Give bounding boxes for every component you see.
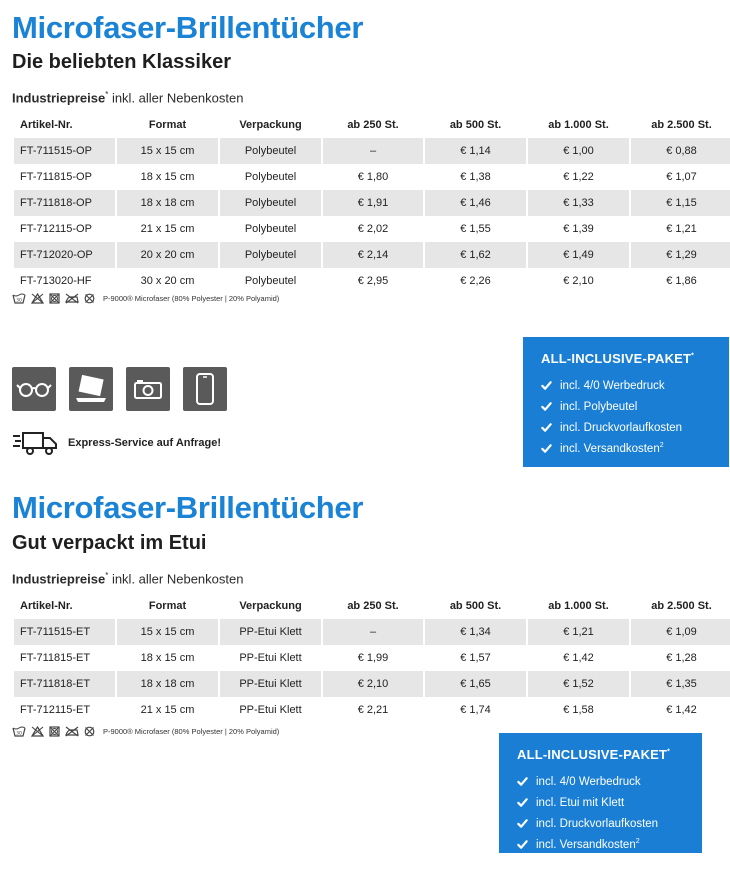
table-cell: FT-711815-OP (20, 170, 92, 183)
table-row (14, 268, 730, 294)
section-etui (0, 480, 730, 874)
feature-icons (12, 367, 227, 411)
table-cell: € 1,15 (631, 190, 730, 216)
svg-text:30: 30 (16, 731, 22, 737)
table-cell: 18 x 15 cm (140, 651, 195, 664)
column-header: Verpackung (239, 119, 302, 131)
column-header: ab 1.000 St. (548, 119, 609, 131)
no-iron-icon (65, 293, 79, 304)
package-list (517, 771, 684, 855)
table-cell: € 0,88 (631, 138, 730, 164)
table-row (14, 216, 730, 242)
table-row (14, 619, 730, 645)
table-cell: FT-711818-OP (14, 190, 115, 216)
column-header: ab 250 St. (347, 119, 399, 131)
table-cell: 21 x 15 cm (140, 703, 195, 716)
table-cell: € 1,34 (425, 619, 526, 645)
package-item-text: incl. 4/0 Werbedruck (536, 775, 641, 788)
glasses-icon (12, 367, 56, 411)
no-bleach-icon (31, 726, 44, 737)
price-table (12, 112, 730, 294)
table-cell: FT-712020-OP (14, 242, 115, 268)
table-row (14, 671, 730, 697)
column-header: Format (148, 119, 187, 131)
table-cell: € 2,14 (323, 242, 423, 268)
package-title-text: ALL-INCLUSIVE-PAKET (517, 747, 668, 762)
package-item (541, 417, 711, 438)
package-item (541, 375, 711, 396)
column-header: ab 2.500 St. (651, 119, 712, 131)
care-symbols (12, 293, 279, 304)
table-cell: € 1,65 (425, 671, 526, 697)
all-inclusive-package (523, 337, 729, 467)
all-inclusive-package-2 (499, 733, 702, 853)
table-cell: € 2,21 (357, 703, 389, 716)
table-cell: Polybeutel (220, 138, 321, 164)
table-header-row (14, 112, 730, 138)
checkmark-icon (541, 422, 552, 433)
no-tumble-dry-icon (49, 293, 60, 304)
express-service (12, 430, 221, 456)
laptop-icon (69, 367, 113, 411)
column-header: ab 500 St. (449, 119, 502, 131)
no-bleach-icon (31, 293, 44, 304)
table-cell: Polybeutel (244, 170, 297, 183)
material-info: P-9000® Microfaser (80% Polyester | 20% Polyamid) (103, 294, 280, 303)
table-cell: € 1,33 (528, 190, 629, 216)
table-cell: € 1,09 (631, 619, 730, 645)
checkmark-icon (541, 443, 552, 454)
page-subtitle: Die beliebten Klassiker (12, 51, 231, 73)
table-cell: € 1,07 (666, 170, 697, 183)
table-cell: € 1,74 (460, 703, 491, 716)
material-info: P-9000® Microfaser (80% Polyester | 20% Polyamid) (103, 727, 280, 736)
column-header: ab 250 St. (347, 600, 399, 612)
table-cell: FT-711815-ET (20, 651, 91, 664)
table-row (14, 242, 730, 268)
table-cell: 18 x 18 cm (117, 190, 218, 216)
price-heading-footnote: * (105, 571, 109, 580)
table-row (14, 645, 730, 671)
table-row (14, 190, 730, 216)
no-dry-clean-icon (84, 726, 95, 737)
truck-icon (12, 430, 58, 456)
page-title: Microfaser-Brillentücher (12, 10, 364, 45)
table-row (14, 697, 730, 723)
table-cell: – (323, 619, 423, 645)
column-header: Artikel-Nr. (20, 119, 73, 131)
table-cell: € 1,29 (631, 242, 730, 268)
table-cell: € 1,42 (563, 651, 594, 664)
table-cell: FT-711818-ET (14, 671, 115, 697)
table-cell: € 1,62 (425, 242, 526, 268)
table-cell: PP-Etui Klett (220, 671, 321, 697)
wash-30-icon (12, 293, 26, 304)
table-cell: Polybeutel (220, 190, 321, 216)
package-item (517, 792, 684, 813)
table-cell: € 2,10 (323, 671, 423, 697)
table-header-row (14, 593, 730, 619)
table-cell: € 2,10 (563, 274, 594, 287)
table-cell: € 1,80 (357, 170, 389, 183)
package-item (541, 396, 711, 417)
table-cell: Polybeutel (244, 274, 297, 287)
table-cell: 18 x 18 cm (117, 671, 218, 697)
table-row (14, 164, 730, 190)
checkmark-icon (517, 776, 528, 787)
table-cell: € 1,14 (425, 138, 526, 164)
table-cell: 30 x 20 cm (140, 274, 195, 287)
price-heading-label: Industriepreise (12, 90, 106, 106)
no-dry-clean-icon (84, 293, 95, 304)
express-text: Express-Service auf Anfrage! (68, 437, 222, 449)
package-item (517, 771, 684, 792)
price-heading-footnote: * (105, 90, 109, 99)
package-item (517, 834, 684, 855)
table-cell: € 2,95 (357, 274, 389, 287)
package-title-footnote: * (667, 748, 671, 756)
table-cell: € 1,46 (425, 190, 526, 216)
price-heading-label: Industriepreise (12, 571, 106, 587)
table-cell: Polybeutel (244, 222, 297, 235)
table-cell: 15 x 15 cm (117, 619, 218, 645)
table-cell: € 1,00 (528, 138, 629, 164)
table-cell: 15 x 15 cm (117, 138, 218, 164)
table-cell: FT-712115-ET (20, 703, 91, 716)
package-title (517, 747, 684, 762)
no-tumble-dry-icon (49, 726, 60, 737)
table-cell: 20 x 20 cm (117, 242, 218, 268)
package-list (541, 375, 711, 459)
table-cell: € 1,55 (460, 222, 491, 235)
package-item-text: incl. Druckvorlaufkosten (536, 817, 659, 830)
package-item (541, 438, 711, 459)
camera-icon (126, 367, 170, 411)
page-title-2: Microfaser-Brillentücher (12, 490, 364, 525)
package-title-footnote: * (691, 352, 695, 360)
table-cell: € 1,22 (563, 170, 594, 183)
price-table-2 (12, 593, 730, 723)
price-heading-rest: inkl. aller Nebenkosten (108, 571, 244, 587)
table-cell: PP-Etui Klett (239, 651, 302, 664)
smartphone-icon (183, 367, 227, 411)
column-header: Verpackung (239, 600, 302, 612)
table-cell: € 1,21 (528, 619, 629, 645)
table-cell: FT-711515-ET (14, 619, 115, 645)
table-cell: 18 x 15 cm (140, 170, 195, 183)
checkmark-icon (541, 401, 552, 412)
checkmark-icon (541, 380, 552, 391)
package-item-text: incl. Versandkosten$^2$ (560, 442, 664, 455)
table-cell: € 1,99 (357, 651, 389, 664)
price-heading-2 (12, 571, 243, 586)
table-cell: € 1,38 (460, 170, 491, 183)
package-item-text: incl. Polybeutel (560, 400, 638, 413)
table-cell: € 1,49 (528, 242, 629, 268)
table-cell: € 1,39 (563, 222, 594, 235)
package-item-text: incl. Versandkosten$^2$ (536, 838, 640, 851)
table-cell: FT-711515-OP (14, 138, 115, 164)
package-item-text: incl. Etui mit Klett (536, 796, 625, 809)
checkmark-icon (517, 818, 528, 829)
package-title-text: ALL-INCLUSIVE-PAKET (541, 351, 692, 366)
checkmark-icon (517, 839, 528, 850)
column-header: ab 500 St. (449, 600, 502, 612)
package-item-text: incl. Druckvorlaufkosten (560, 421, 683, 434)
price-heading-rest: inkl. aller Nebenkosten (108, 90, 244, 106)
column-header: ab 1.000 St. (548, 600, 609, 612)
table-cell: € 1,58 (563, 703, 594, 716)
checkmark-icon (517, 797, 528, 808)
table-cell: € 1,86 (666, 274, 697, 287)
table-cell: – (323, 138, 423, 164)
column-header: Artikel-Nr. (20, 600, 73, 612)
table-cell: € 1,57 (460, 651, 491, 664)
wash-30-icon (12, 726, 26, 737)
page-subtitle-2: Gut verpackt im Etui (12, 532, 207, 554)
table-cell: PP-Etui Klett (239, 703, 302, 716)
package-title (541, 351, 711, 366)
table-cell: € 1,35 (631, 671, 730, 697)
table-cell: Polybeutel (220, 242, 321, 268)
table-cell: € 1,91 (323, 190, 423, 216)
table-cell: € 2,02 (357, 222, 389, 235)
table-cell: PP-Etui Klett (220, 619, 321, 645)
package-item-text: incl. 4/0 Werbedruck (560, 379, 665, 392)
table-cell: € 1,52 (528, 671, 629, 697)
table-cell: € 1,42 (666, 703, 697, 716)
table-cell: FT-713020-HF (20, 274, 92, 287)
column-header: ab 2.500 St. (651, 600, 712, 612)
table-cell: € 1,21 (666, 222, 697, 235)
table-cell: € 2,26 (460, 274, 491, 287)
svg-text:30: 30 (16, 298, 22, 304)
package-item (517, 813, 684, 834)
care-symbols-2 (12, 726, 279, 737)
no-iron-icon (65, 726, 79, 737)
column-header: Format (148, 600, 187, 612)
table-cell: FT-712115-OP (20, 222, 92, 235)
table-cell: € 1,28 (666, 651, 697, 664)
price-heading (12, 90, 243, 105)
table-cell: 21 x 15 cm (140, 222, 195, 235)
table-row (14, 138, 730, 164)
